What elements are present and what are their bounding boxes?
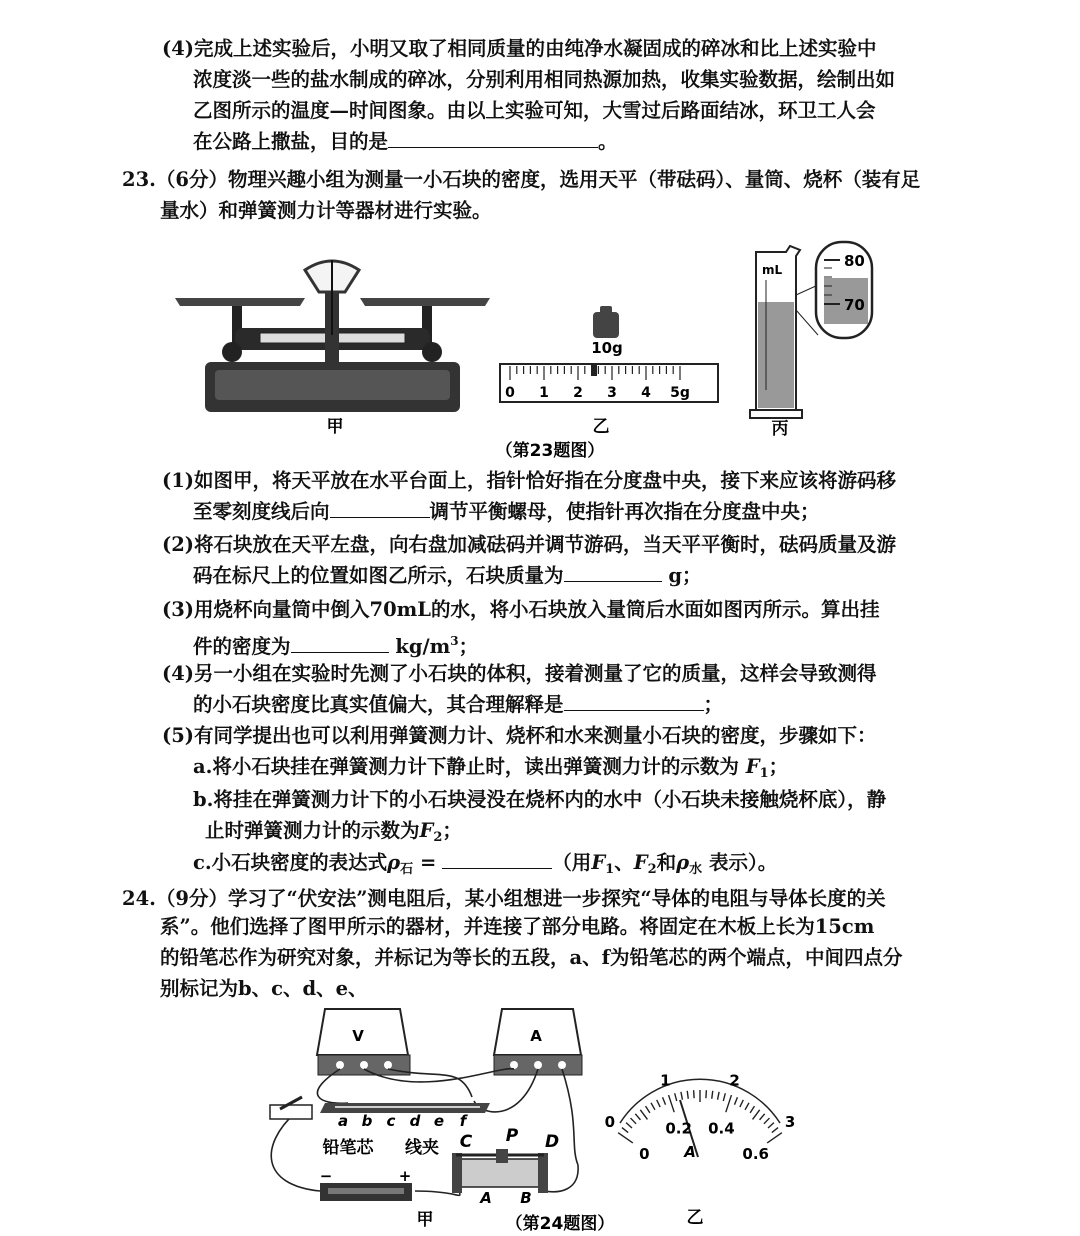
scale-tick: [675, 1093, 677, 1101]
var-rho-water: ρ: [676, 851, 690, 874]
q23-p2-end: g；: [668, 564, 702, 587]
lead-point-d: d: [409, 1112, 421, 1130]
scale-tick: [626, 1123, 632, 1128]
scale-tick: [745, 1103, 749, 1110]
q23-p5c-sep: 、: [614, 851, 634, 874]
weight-10g: [593, 306, 619, 338]
answer-blank[interactable]: [564, 692, 704, 711]
scale-tick: [718, 1092, 720, 1100]
fig23-label-bing: 丙: [771, 419, 789, 439]
scale-label-bottom: 0.2: [665, 1119, 692, 1138]
scale-tick: [646, 1106, 650, 1113]
scale-label-top: 1: [660, 1071, 671, 1090]
var-F2: F: [633, 851, 648, 874]
q23-p4-line1: (4)另一小组在实验时先测了小石块的体积，接着测量了它的质量，这样会导致测得: [162, 662, 877, 685]
q23-p5-b-line2: [205, 818, 462, 851]
ruler-tick-label: 2: [573, 385, 583, 401]
q24-heading-line4: 别标记为b、c、d、e、: [160, 977, 368, 1000]
rheostat: [452, 1149, 548, 1193]
rider-slider: [591, 364, 597, 376]
scale-tick: [723, 1093, 725, 1101]
var-F2: F: [419, 819, 434, 842]
battery: [320, 1183, 412, 1201]
scale-label-bottom: 0.4: [708, 1119, 735, 1138]
rheostat-terminal-P: P: [505, 1126, 519, 1146]
q23-p4-line2: [193, 692, 723, 718]
scale-tick: [635, 1114, 640, 1120]
scale-tick: [640, 1110, 647, 1120]
scale-tick: [657, 1100, 660, 1107]
scale-tick: [687, 1091, 688, 1099]
answer-blank[interactable]: [388, 129, 598, 148]
scale-label-top: 2: [729, 1071, 740, 1090]
lead-point-c: c: [386, 1112, 396, 1130]
scale-tick: [663, 1097, 666, 1104]
q23-p2-line1: (2)将石块放在天平左盘，向右盘加减砝码并调节游码，当天平平衡时，砝码质量及游: [162, 533, 897, 556]
lead-point-f: f: [459, 1112, 467, 1130]
q23-p5b-end: ；: [442, 819, 462, 842]
q23-p5-a: [193, 754, 788, 787]
fig23-label-yi: 乙: [592, 417, 610, 437]
ruler-tick-label: 1: [539, 385, 549, 401]
scale-tick: [768, 1123, 774, 1128]
q23-p3-line1: (3)用烧杯向量筒中倒入70mL的水，将小石块放入量筒后水面如图丙所示。算出挂: [162, 598, 880, 621]
q23-p4-text: 的小石块密度比真实值偏大，其合理解释是: [193, 693, 564, 716]
q23-p4-end: ；: [703, 693, 724, 716]
scale-label-top: 3: [784, 1112, 796, 1131]
answer-blank[interactable]: [291, 634, 389, 653]
rheostat-terminal-A: A: [480, 1189, 492, 1207]
meter-unit: A: [684, 1143, 696, 1161]
scale-tick: [734, 1097, 737, 1104]
var-rho-stone-sub: 石: [400, 862, 414, 877]
q23-p2-text: 码在标尺上的位置如图乙所示，石块质量为: [193, 564, 564, 587]
scale-tick: [631, 1118, 637, 1124]
q23-p5c-paren: （用: [552, 851, 592, 874]
scale-tick: [740, 1100, 743, 1107]
ruler: [500, 364, 718, 402]
ruler-tick-label: 0: [505, 385, 515, 401]
cylinder-unit: mL: [762, 263, 783, 277]
var-F1-sub: 1: [605, 862, 615, 877]
q23-p3-text: 件的密度为: [193, 635, 291, 658]
scale-tick: [712, 1091, 713, 1099]
scale-label-bottom: 0: [639, 1144, 650, 1163]
answer-blank[interactable]: [442, 850, 552, 869]
ruler-tick-label: 4: [641, 385, 651, 401]
fig24-label-yi: 乙: [686, 1208, 704, 1228]
rheostat-terminal-D: D: [544, 1132, 560, 1152]
rheostat-terminal-B: B: [520, 1189, 532, 1207]
rheostat-terminal-C: C: [459, 1132, 473, 1152]
q23-p5-b-line1: b.将挂在弹簧测力计下的小石块浸没在烧杯内的水中（小石块未接触烧杯底），静: [193, 788, 887, 811]
answer-blank[interactable]: [564, 563, 662, 582]
q23-p5b-text: 止时弹簧测力计的示数为: [205, 819, 420, 842]
scale-tick: [726, 1095, 732, 1112]
q23-p5c-and: 和: [656, 851, 677, 874]
q23-p3-end: ；: [458, 635, 479, 658]
scale-tick: [750, 1106, 754, 1113]
scale-tick: [622, 1128, 628, 1133]
scale-tick: [760, 1114, 765, 1120]
lead-point-e: e: [433, 1112, 445, 1130]
battery-negative: −: [319, 1167, 333, 1185]
fig23-caption: （第23题图）: [495, 441, 605, 461]
rheostat-slider: [496, 1149, 508, 1163]
q24-heading-line1: 24.（9分）学习了“伏安法”测电阻后，某小组想进一步探究“导体的电阻与导体长度的关: [122, 887, 886, 910]
scale-tick: [753, 1110, 760, 1120]
fig23-label-jia: 甲: [326, 417, 344, 437]
scale-label-bottom: 0.6: [742, 1144, 769, 1163]
q23-p3-unit: kg/m: [395, 635, 451, 658]
q23-p5c-text: c.小石块密度的表达式: [193, 851, 388, 874]
q24-figure: [240, 1005, 840, 1236]
var-F2-sub: 2: [647, 862, 657, 877]
switch: [270, 1097, 312, 1119]
q23-figure: [160, 240, 920, 470]
q23-p2-line2: [193, 563, 701, 589]
q23-p5c-eq: =: [413, 851, 437, 874]
q23-p1-end: 调节平衡螺母，使指针再次指在分度盘中央；: [429, 500, 820, 523]
q23-heading-line1: 23.（6分）物理兴趣小组为测量一小石块的密度，选用天平（带砝码）、量筒、烧杯（装有足: [122, 168, 921, 191]
q24-heading-line2: 系”。他们选择了图甲所示的器材，并连接了部分电路。将固定在木板上长为15cm: [160, 915, 875, 938]
label-pencil-lead: 铅笔芯: [322, 1138, 374, 1158]
voltmeter-symbol: V: [352, 1027, 364, 1045]
var-F2-sub: 2: [433, 830, 443, 845]
fig24-label-jia: 甲: [416, 1210, 434, 1230]
weight-label: 10g: [591, 339, 623, 357]
q23-heading-line2: 量水）和弹簧测力计等器材进行实验。: [160, 199, 492, 222]
label-wire-clip: 线夹: [405, 1138, 439, 1158]
var-rho-water-sub: 水: [689, 862, 703, 877]
scale-tick: [669, 1095, 675, 1112]
q22-p4-line2: 浓度淡一些的盐水制成的碎冰，分别利用相同热源加热，收集实验数据，绘制出如: [193, 68, 896, 91]
q23-p5-c: [193, 850, 777, 883]
var-F1: F: [745, 755, 760, 778]
ruler-tick-label: 5g: [670, 385, 690, 401]
lead-point-b: b: [361, 1112, 373, 1130]
scale-tick: [618, 1133, 633, 1143]
q22-p4-line4-end: 。: [598, 130, 618, 153]
scale-tick: [694, 1090, 695, 1098]
q22-p4-line4-text: 在公路上撒盐，目的是: [193, 130, 389, 153]
var-rho-stone: ρ: [387, 851, 401, 874]
var-F1: F: [591, 851, 606, 874]
zoom-reading-80: 80: [844, 252, 865, 270]
fig24-caption: （第24题图）: [505, 1214, 615, 1234]
answer-blank[interactable]: [330, 499, 430, 518]
scale-tick: [681, 1092, 683, 1100]
q23-p1-text: 至零刻度线后向: [193, 500, 330, 523]
ruler-tick-label: 3: [607, 385, 617, 401]
q23-p1-line1: (1)如图甲，将天平放在水平台面上，指针恰好指在分度盘中央，接下来应该将游码移: [162, 469, 897, 492]
q23-p3-unit-exp: 3: [450, 634, 459, 648]
q23-p1-line2: [193, 499, 820, 525]
zoom-reading-70: 70: [844, 296, 865, 314]
q22-p4-line1: (4)完成上述实验后，小明又取了相同质量的由纯净水凝固成的碎冰和比上述实验中: [162, 37, 877, 60]
q23-p3-line2: [193, 628, 478, 660]
scale-tick: [772, 1128, 778, 1133]
scale-tick: [651, 1103, 655, 1110]
scale-tick: [764, 1118, 770, 1124]
scale-tick: [767, 1133, 782, 1143]
q22-p4-line3: 乙图所示的温度—时间图象。由以上实验可知，大雪过后路面结冰，环卫工人会: [193, 99, 876, 122]
battery-positive: +: [398, 1167, 412, 1185]
q24-heading-line3: 的铅笔芯作为研究对象，并标记为等长的五段，a、f为铅笔芯的两个端点，中间四点分: [160, 946, 903, 969]
q22-p4-line4: [193, 129, 618, 155]
var-F1-sub: 1: [759, 766, 769, 781]
scale-tick: [706, 1090, 707, 1098]
q23-p5a-text: a.将小石块挂在弹簧测力计下静止时，读出弹簧测力计的示数为: [193, 755, 739, 778]
ammeter-symbol: A: [530, 1027, 542, 1045]
balance-scale: [175, 260, 490, 412]
q23-p5-line1: (5)有同学提出也可以利用弹簧测力计、烧杯和水来测量小石块的密度，步骤如下：: [162, 724, 877, 747]
scale-label-top: 0: [604, 1112, 616, 1131]
q23-p5a-end: ；: [768, 755, 789, 778]
q23-p5c-end: 表示）。: [708, 851, 778, 874]
lead-point-a: a: [337, 1112, 349, 1130]
